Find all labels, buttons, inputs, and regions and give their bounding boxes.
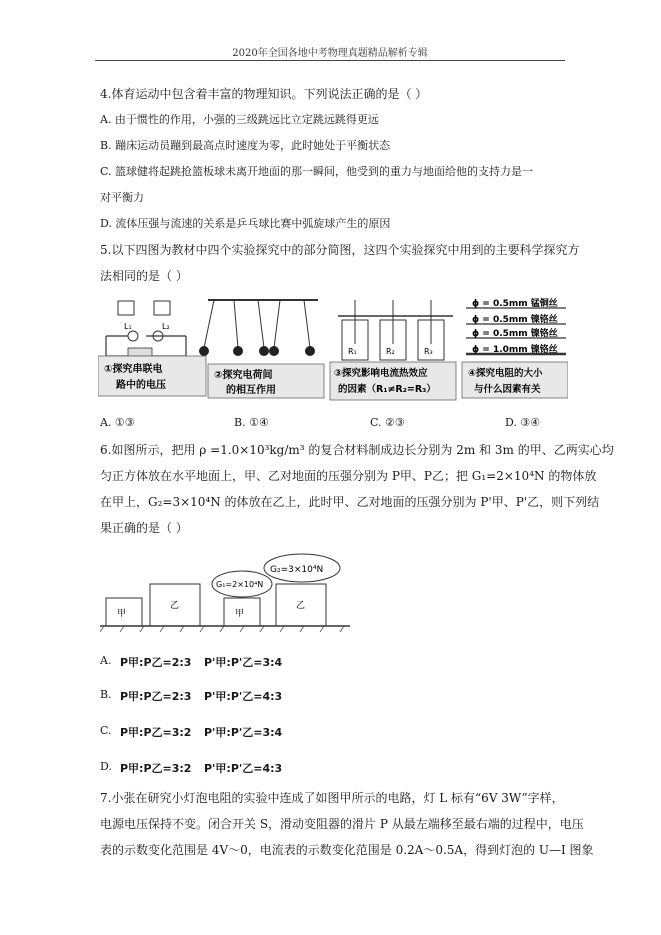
q5-r1-label: R₁ bbox=[348, 347, 357, 356]
q4-option-c: C. 篮球健将起跳抢篮板球未离开地面的那一瞬间，他受到的重力与地面给他的支持力是一 bbox=[100, 165, 534, 178]
q6-option-d-ratio2: P'甲:P'乙=4:3 bbox=[204, 762, 283, 775]
q7-stem-line2: 电源电压保持不变。闭合开关 S，滑动变阻器的滑片 P 从最左端移至最右端的过程中，电压 bbox=[100, 817, 584, 831]
q5-caption2a: ②探究电荷间 bbox=[214, 370, 273, 381]
q5-panel3-beakers bbox=[330, 300, 456, 400]
q5-option-b: B. ①④ bbox=[234, 416, 269, 429]
q5-stem-line2: 法相同的是（ ） bbox=[100, 269, 188, 283]
q6-option-c-ratio2: P'甲:P'乙=3:4 bbox=[204, 726, 283, 739]
q6-option-d-ratio1: P甲:P乙=3:2 bbox=[120, 762, 192, 775]
q4-option-d: D. 流体压强与流速的关系是乒乓球比赛中弧旋球产生的原因 bbox=[100, 217, 391, 230]
q5-caption2b: 的相互作用 bbox=[226, 385, 276, 396]
q6-label-yi-left: 乙 bbox=[170, 601, 180, 611]
page-header: 2020年全国各地中考物理真题精品解析专辑 bbox=[232, 48, 428, 59]
q5-wire2: ϕ = 0.5mm 镍铬丝 bbox=[472, 315, 558, 325]
q6-option-c-ratio1: P甲:P乙=3:2 bbox=[120, 726, 192, 739]
q5-r2-label: R₂ bbox=[386, 347, 395, 356]
q5-l1-label: L₁ bbox=[124, 322, 132, 331]
q6-option-a-letter: A. bbox=[100, 654, 112, 667]
q5-wire4: ϕ = 1.0mm 镍铬丝 bbox=[472, 345, 558, 355]
q6-option-a-ratio2: P'甲:P'乙=3:4 bbox=[204, 656, 283, 669]
q6-stem-line3: 在甲上，G₂=3×10⁴N 的体放在乙上，此时甲、乙对地面的压强分别为 P'甲、P'乙，则下列结 bbox=[100, 495, 600, 509]
q6-stem-line4: 果正确的是（ ） bbox=[100, 521, 188, 535]
q6-g1-label: G₁=2×10⁴N bbox=[216, 580, 264, 589]
q6-option-a-ratio1: P甲:P乙=2:3 bbox=[120, 656, 192, 669]
q7-stem-line3: 表的示数变化范围是 4V～0，电流表的示数变化范围是 0.2A～0.5A，得到灯泡的 U—I 图象 bbox=[100, 843, 594, 857]
q5-caption3b: 的因素（R₁≠R₂=R₃） bbox=[338, 384, 436, 395]
q6-g2-label: G₂=3×10⁴N bbox=[270, 565, 324, 575]
q5-panel4-wires bbox=[462, 297, 568, 398]
q5-caption4a: ④探究电阻的大小 bbox=[468, 368, 543, 379]
q5-caption1b: 路中的电压 bbox=[116, 380, 166, 391]
q4-stem: 4.体育运动中包含着丰富的物理知识。下列说法正确的是（ ） bbox=[100, 87, 428, 101]
q4-option-c-cont: 对平衡力 bbox=[100, 191, 144, 204]
q5-panel1-circuit bbox=[98, 301, 206, 396]
q6-option-a bbox=[100, 654, 283, 669]
q5-figure bbox=[98, 296, 568, 402]
q5-l2-label: L₂ bbox=[162, 322, 170, 331]
q5-wire1: ϕ = 0.5mm 锰铜丝 bbox=[472, 299, 558, 309]
q6-label-yi-right: 乙 bbox=[296, 601, 306, 611]
q6-stem-line1: 6.如图所示，把用 ρ =1.0×10³kg/m³ 的复合材料制成边长分别为 2m 和 3m 的甲、乙两实心均 bbox=[100, 443, 614, 457]
q7-stem-line1: 7.小张在研究小灯泡电阻的实验中连成了如图甲所示的电路，灯 L 标有“6V 3W”字样， bbox=[100, 791, 564, 805]
q5-caption1a: ①探究串联电 bbox=[104, 364, 163, 375]
q6-label-jia-right: 甲 bbox=[235, 609, 245, 619]
q6-label-jia-left: 甲 bbox=[117, 609, 127, 619]
q6-figure bbox=[100, 548, 360, 634]
q5-option-a: A. ①③ bbox=[100, 416, 135, 429]
q4-option-b: B. 蹦床运动员蹦到最高点时速度为零，此时她处于平衡状态 bbox=[100, 139, 391, 152]
q5-stem-line1: 5.以下四图为教材中四个实验探究中的部分简图，这四个实验探究中用到的主要科学探究方 bbox=[100, 243, 580, 257]
q6-option-b-ratio2: P'甲:P'乙=4:3 bbox=[204, 690, 283, 703]
q5-panel2-charges bbox=[199, 300, 324, 398]
q5-wire3: ϕ = 0.5mm 镍铬丝 bbox=[472, 329, 558, 339]
q6-option-d-letter: D. bbox=[100, 760, 112, 773]
q6-option-c bbox=[100, 724, 283, 739]
header-rule bbox=[95, 60, 565, 61]
q5-caption3a: ③探究影响电流热效应 bbox=[334, 368, 428, 379]
q4-option-a: A. 由于惯性的作用，小强的三级跳远比立定跳远跳得更远 bbox=[100, 113, 379, 126]
q6-stem-line2: 匀正方体放在水平地面上，甲、乙对地面的压强分别为 P甲、P乙；把 G₁=2×10⁴N 的物体放 bbox=[100, 469, 597, 483]
q6-option-d bbox=[100, 760, 283, 775]
q5-option-c: C. ②③ bbox=[370, 416, 405, 429]
q6-option-b bbox=[100, 688, 283, 703]
q5-r3-label: R₃ bbox=[424, 347, 433, 356]
q5-option-d: D. ③④ bbox=[505, 416, 541, 429]
q6-option-b-ratio1: P甲:P乙=2:3 bbox=[120, 690, 192, 703]
q6-option-b-letter: B. bbox=[100, 688, 112, 701]
q6-option-c-letter: C. bbox=[100, 724, 112, 737]
q5-caption4b: 与什么因素有关 bbox=[474, 384, 541, 395]
